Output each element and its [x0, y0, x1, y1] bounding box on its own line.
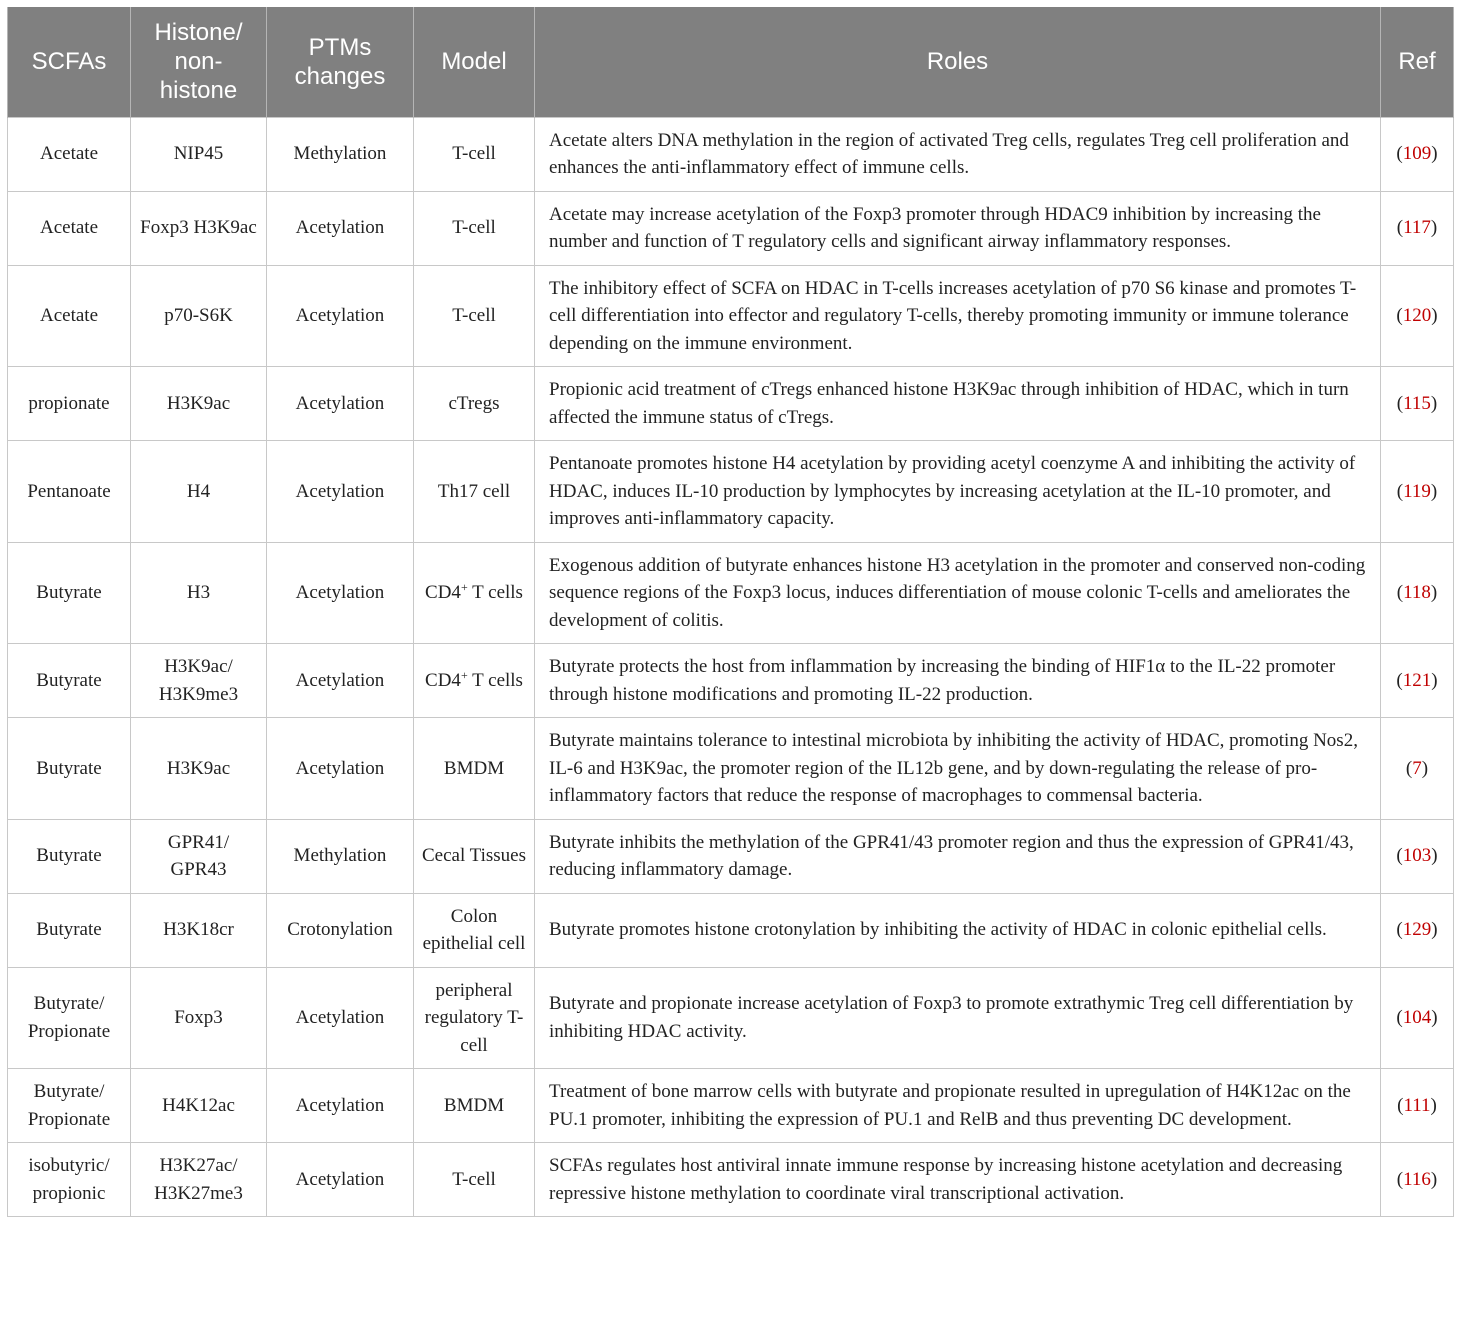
- cell-model: [414, 967, 535, 1069]
- reference-link[interactable]: 111: [1403, 1094, 1431, 1116]
- reference-link[interactable]: 103: [1402, 845, 1432, 867]
- cell-role: Butyrate and propionate increase acetylation of Foxp3 to promote extrathymic Treg cell differentiation by inhibiting HDAC activity.: [535, 967, 1381, 1069]
- reference-link[interactable]: 109: [1402, 143, 1432, 165]
- cell-role: SCFAs regulates host antiviral innate immune response by increasing histone acetylation and decreasing repressive histone methylation to coordinate viral transcriptional activation.: [535, 1143, 1381, 1217]
- model-text: Colon epithelial cell: [422, 905, 526, 954]
- cell-ref: (118): [1381, 542, 1454, 644]
- table-row: [8, 893, 1454, 967]
- cell-ptm: Crotonylation: [267, 893, 414, 967]
- reference-link[interactable]: 129: [1402, 919, 1432, 941]
- cell-model: [414, 1143, 535, 1217]
- cell-ref: (116): [1381, 1143, 1454, 1217]
- cell-scfa: Butyrate: [8, 542, 131, 644]
- model-text: CD4: [425, 669, 461, 691]
- cell-role: Propionic acid treatment of cTregs enhanced histone H3K9ac through inhibition of HDAC, which in turn affected the immune status of cTregs.: [535, 367, 1381, 441]
- table-row: [8, 441, 1454, 543]
- reference-link[interactable]: 7: [1412, 757, 1422, 779]
- cell-role: Treatment of bone marrow cells with butyrate and propionate resulted in upregulation of H4K12ac on the PU.1 promoter, inhibiting the expression of PU.1 and RelB and thus preventing DC development.: [535, 1069, 1381, 1143]
- cell-scfa: Butyrate: [8, 893, 131, 967]
- cell-histone: Foxp3: [131, 967, 267, 1069]
- cell-scfa: propionate: [8, 367, 131, 441]
- cell-role: Butyrate inhibits the methylation of the GPR41/43 promoter region and thus the expression of GPR41/43, reducing inflammatory damage.: [535, 819, 1381, 893]
- table-row: [8, 542, 1454, 644]
- cell-histone: Foxp3 H3K9ac: [131, 191, 267, 265]
- reference-link[interactable]: 118: [1403, 582, 1431, 603]
- cell-model: [414, 191, 535, 265]
- header-scfas: SCFAs: [8, 7, 131, 117]
- header-roles: Roles: [535, 7, 1381, 117]
- cell-scfa: Pentanoate: [8, 441, 131, 543]
- table-row: [8, 718, 1454, 820]
- table-row: [8, 367, 1454, 441]
- cell-scfa: Butyrate: [8, 718, 131, 820]
- table-row: [8, 1143, 1454, 1217]
- cell-model: [414, 819, 535, 893]
- table-row: [8, 191, 1454, 265]
- header-ref: Ref: [1381, 7, 1454, 117]
- table-row: [8, 117, 1454, 191]
- reference-link[interactable]: 117: [1403, 217, 1431, 239]
- cell-scfa: Acetate: [8, 265, 131, 367]
- cell-scfa: Acetate: [8, 117, 131, 191]
- model-text: T-cell: [452, 1168, 496, 1190]
- cell-histone: p70-S6K: [131, 265, 267, 367]
- reference-link[interactable]: 116: [1403, 1168, 1431, 1190]
- cell-ref: (117): [1381, 191, 1454, 265]
- cell-role: Exogenous addition of butyrate enhances histone H3 acetylation in the promoter and conserved non-coding sequence regions of the Foxp3 locus, induces differentiation of mouse colonic T-cells and ameliorates the development of colitis.: [535, 542, 1381, 644]
- table-row: [8, 967, 1454, 1069]
- cell-model: [414, 893, 535, 967]
- cell-histone: H3K27ac/ H3K27me3: [131, 1143, 267, 1217]
- reference-link[interactable]: 121: [1402, 669, 1432, 691]
- header-row: [8, 7, 1454, 117]
- cell-histone: H3K9ac: [131, 367, 267, 441]
- model-text: Th17 cell: [437, 480, 511, 502]
- cell-role: Butyrate promotes histone crotonylation by inhibiting the activity of HDAC in colonic epithelial cells.: [535, 893, 1381, 967]
- cell-histone: H3K9ac/ H3K9me3: [131, 644, 267, 718]
- model-text: T-cell: [452, 305, 496, 326]
- cell-ref: (103): [1381, 819, 1454, 893]
- cell-ref: (120): [1381, 265, 1454, 367]
- cell-ref: (7): [1381, 718, 1454, 820]
- model-tail: T cells: [467, 669, 523, 691]
- cell-scfa: isobutyric/ propionic: [8, 1143, 131, 1217]
- model-text: Cecal Tissues: [422, 845, 526, 867]
- model-text: peripheral regulatory T-cell: [424, 979, 524, 1056]
- cell-scfa: Butyrate/ Propionate: [8, 967, 131, 1069]
- cell-histone: H3K9ac: [131, 718, 267, 820]
- cell-ptm: Acetylation: [267, 191, 414, 265]
- cell-ptm: Acetylation: [267, 367, 414, 441]
- cell-model: [414, 718, 535, 820]
- reference-link[interactable]: 104: [1402, 1007, 1432, 1028]
- model-text: T-cell: [452, 217, 496, 239]
- cell-ref: (109): [1381, 117, 1454, 191]
- scfa-ptm-table: [7, 7, 1454, 1217]
- model-tail: T cells: [467, 582, 523, 603]
- model-text: CD4: [425, 582, 461, 603]
- cell-histone: GPR41/ GPR43: [131, 819, 267, 893]
- table-row: [8, 819, 1454, 893]
- cell-ptm: Acetylation: [267, 441, 414, 543]
- cell-role: Acetate may increase acetylation of the Foxp3 promoter through HDAC9 inhibition by increasing the number and function of T regulatory cells and significant airway inflammatory responses.: [535, 191, 1381, 265]
- cell-model: [414, 367, 535, 441]
- reference-link[interactable]: 119: [1403, 480, 1431, 502]
- cell-model: [414, 542, 535, 644]
- model-text: cTregs: [448, 392, 500, 414]
- cell-scfa: Butyrate: [8, 819, 131, 893]
- cell-ref: (115): [1381, 367, 1454, 441]
- cell-scfa: Butyrate/ Propionate: [8, 1069, 131, 1143]
- cell-model: [414, 1069, 535, 1143]
- cell-model: [414, 117, 535, 191]
- cell-ptm: Acetylation: [267, 1143, 414, 1217]
- cell-model: [414, 441, 535, 543]
- cell-role: Butyrate protects the host from inflammation by increasing the binding of HIF1α to the IL-22 promoter through histone modifications and promoting IL-22 production.: [535, 644, 1381, 718]
- cell-ptm: Acetylation: [267, 1069, 414, 1143]
- model-superscript: +: [460, 667, 468, 682]
- cell-histone: H4: [131, 441, 267, 543]
- cell-ptm: Acetylation: [267, 542, 414, 644]
- cell-role: Pentanoate promotes histone H4 acetylation by providing acetyl coenzyme A and inhibiting the activity of HDAC, induces IL-10 production by lymphocytes by increasing acetylation at the IL-10 promoter, and improves anti-inflammatory capacity.: [535, 441, 1381, 543]
- model-text: BMDM: [443, 757, 505, 779]
- cell-scfa: Acetate: [8, 191, 131, 265]
- cell-histone: H3K18cr: [131, 893, 267, 967]
- cell-ptm: Acetylation: [267, 265, 414, 367]
- reference-link[interactable]: 120: [1402, 305, 1432, 326]
- table-row: [8, 265, 1454, 367]
- header-histone: Histone/ non-histone: [131, 7, 267, 117]
- cell-ref: (119): [1381, 441, 1454, 543]
- cell-role: The inhibitory effect of SCFA on HDAC in T-cells increases acetylation of p70 S6 kinase and promotes T-cell differentiation into effector and regulatory T-cells, thereby promoting immunity or immune tolerance depending on the immune environment.: [535, 265, 1381, 367]
- cell-histone: NIP45: [131, 117, 267, 191]
- cell-ref: (111): [1381, 1069, 1454, 1143]
- cell-ref: (121): [1381, 644, 1454, 718]
- reference-link[interactable]: 115: [1403, 392, 1431, 414]
- table-body: [8, 117, 1454, 1217]
- cell-histone: H4K12ac: [131, 1069, 267, 1143]
- cell-scfa: Butyrate: [8, 644, 131, 718]
- table-container: [7, 7, 1453, 1217]
- cell-model: [414, 644, 535, 718]
- cell-ptm: Acetylation: [267, 718, 414, 820]
- cell-model: [414, 265, 535, 367]
- cell-role: Acetate alters DNA methylation in the region of activated Treg cells, regulates Treg cell proliferation and enhances the anti-inflammatory effect of immune cells.: [535, 117, 1381, 191]
- model-text: BMDM: [443, 1094, 505, 1116]
- cell-ptm: Methylation: [267, 819, 414, 893]
- header-ptms: PTMs changes: [267, 7, 414, 117]
- header-model: Model: [414, 7, 535, 117]
- cell-ref: (104): [1381, 967, 1454, 1069]
- cell-ptm: Methylation: [267, 117, 414, 191]
- table-row: [8, 644, 1454, 718]
- table-row: [8, 1069, 1454, 1143]
- cell-role: Butyrate maintains tolerance to intestinal microbiota by inhibiting the activity of HDAC, promoting Nos2, IL-6 and H3K9ac, the promoter region of the IL12b gene, and by down-regulating the release of pro-inflammatory factors that reduce the response of macrophages to commensal bacteria.: [535, 718, 1381, 820]
- model-text: T-cell: [452, 143, 496, 165]
- cell-ptm: Acetylation: [267, 644, 414, 718]
- cell-histone: H3: [131, 542, 267, 644]
- cell-ref: (129): [1381, 893, 1454, 967]
- cell-ptm: Acetylation: [267, 967, 414, 1069]
- model-superscript: +: [460, 580, 468, 594]
